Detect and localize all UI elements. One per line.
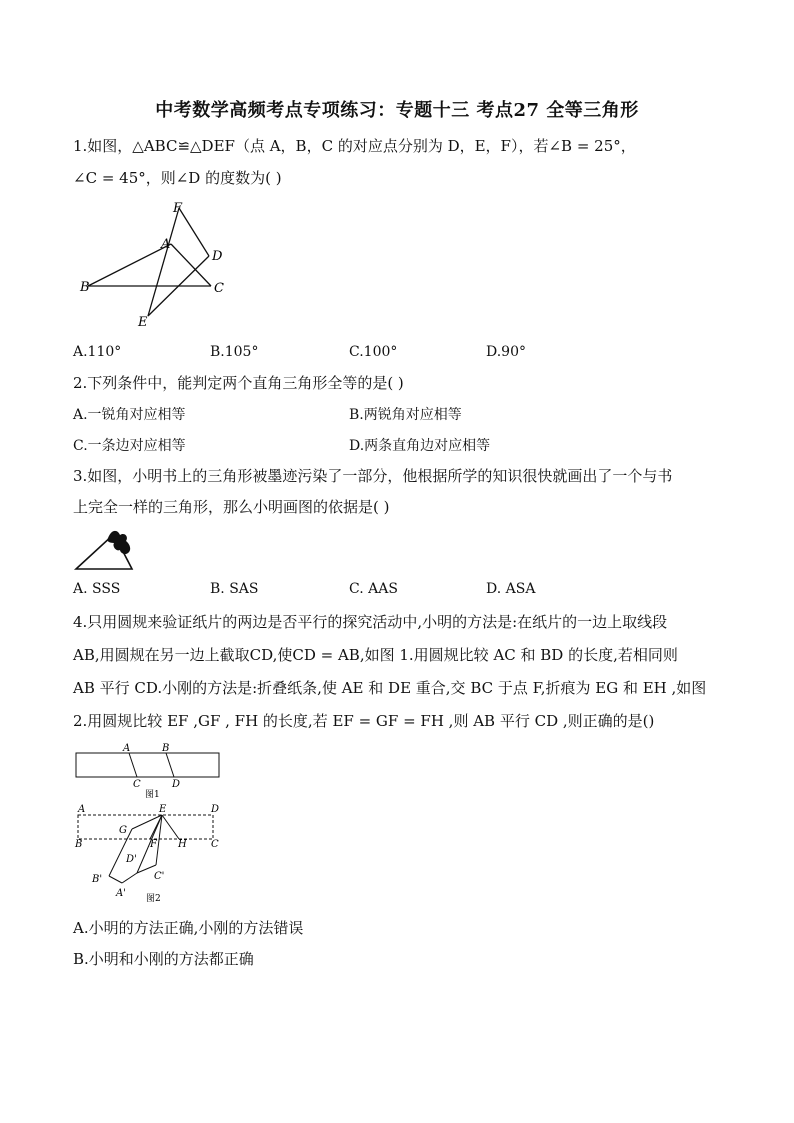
q1-option-d[interactable]: D.90° bbox=[486, 344, 526, 360]
fig2-label-d: D bbox=[211, 804, 220, 815]
q3-stem-line2: 上完全一样的三角形，那么小明画图的依据是( ) bbox=[73, 498, 390, 516]
q4-figure-2 bbox=[74, 800, 224, 904]
fig2-label-bp: B' bbox=[92, 874, 103, 885]
fig1-caption: 图1 bbox=[145, 790, 160, 800]
q4-stem-line1: 4.只用圆规来验证纸片的两边是否平行的探究活动中,小明的方法是:在纸片的一边上取线段 bbox=[73, 613, 668, 631]
fig2-label-cp: C' bbox=[154, 871, 165, 882]
q1-label-b: B bbox=[80, 280, 90, 295]
q3-option-d[interactable]: D. ASA bbox=[486, 581, 536, 597]
ink-blot-icon bbox=[107, 531, 130, 554]
q3-figure bbox=[74, 526, 136, 572]
q3-option-b[interactable]: B. SAS bbox=[210, 581, 259, 597]
q1-option-b[interactable]: B.105° bbox=[210, 344, 259, 360]
q1-label-a: A bbox=[161, 237, 171, 252]
q1-label-d: D bbox=[212, 249, 223, 264]
q1-figure bbox=[78, 198, 248, 333]
fig2-label-e: E bbox=[159, 804, 167, 815]
fig2-label-c: C bbox=[211, 839, 219, 850]
page-title: 中考数学高频考点专项练习：专题十三 考点27 全等三角形 bbox=[155, 100, 639, 121]
fig1-label-c: C bbox=[133, 779, 141, 790]
q3-option-c[interactable]: C. AAS bbox=[349, 581, 398, 597]
fig2-label-dp: D' bbox=[126, 854, 137, 865]
q2-option-a[interactable]: A.一锐角对应相等 bbox=[73, 407, 186, 423]
q1-option-a[interactable]: A.110° bbox=[73, 344, 122, 360]
q1-stem-line1: 1.如图，△ABC≌△DEF（点 A，B，C 的对应点分别为 D，E，F），若∠B = 25°， bbox=[73, 137, 636, 155]
fig1-label-d: D bbox=[172, 779, 181, 790]
fig2-label-b: B bbox=[75, 839, 83, 850]
fig2-label-g: G bbox=[119, 825, 127, 836]
fig1-label-b: B bbox=[162, 743, 170, 754]
q4-stem-line3: AB 平行 CD.小刚的方法是:折叠纸条,使 AE 和 DE 重合,交 BC 于点 F,折痕为 EG 和 EH ,如图 bbox=[73, 679, 707, 697]
q4-stem-line4: 2.用圆规比较 EF ,GF , FH 的长度,若 EF = GF = FH ,则 AB 平行 CD ,则正确的是() bbox=[73, 712, 655, 730]
q2-stem: 2.下列条件中，能判定两个直角三角形全等的是( ) bbox=[73, 374, 404, 392]
q1-option-c[interactable]: C.100° bbox=[349, 344, 398, 360]
fig2-label-ap: A' bbox=[116, 888, 126, 899]
fig2-label-h: H bbox=[178, 839, 187, 850]
q1-label-e: E bbox=[138, 315, 148, 330]
q2-option-b[interactable]: B.两锐角对应相等 bbox=[349, 407, 462, 423]
fig2-label-f: F bbox=[150, 839, 157, 850]
q4-figure-1 bbox=[74, 742, 224, 800]
q2-option-d[interactable]: D.两条直角边对应相等 bbox=[349, 438, 491, 454]
q3-option-a[interactable]: A. SSS bbox=[73, 581, 121, 597]
fig2-label-a: A bbox=[78, 804, 86, 815]
q1-label-c: C bbox=[214, 281, 224, 296]
q1-stem-line2: ∠C = 45°，则∠D 的度数为( ) bbox=[73, 169, 282, 187]
q1-label-f: F bbox=[173, 201, 183, 216]
fig1-label-a: A bbox=[123, 743, 131, 754]
q4-stem-line2: AB,用圆规在另一边上截取CD,使CD = AB,如图 1.用圆规比较 AC 和 BD 的长度,若相同则 bbox=[73, 646, 678, 664]
q4-option-a[interactable]: A.小明的方法正确,小刚的方法错误 bbox=[73, 919, 304, 937]
q4-option-b[interactable]: B.小明和小刚的方法都正确 bbox=[73, 950, 254, 968]
q3-stem-line1: 3.如图，小明书上的三角形被墨迹污染了一部分，他根据所学的知识很快就画出了一个与书 bbox=[73, 467, 673, 485]
q2-option-c[interactable]: C.一条边对应相等 bbox=[73, 438, 186, 454]
fig2-caption: 图2 bbox=[146, 894, 161, 904]
